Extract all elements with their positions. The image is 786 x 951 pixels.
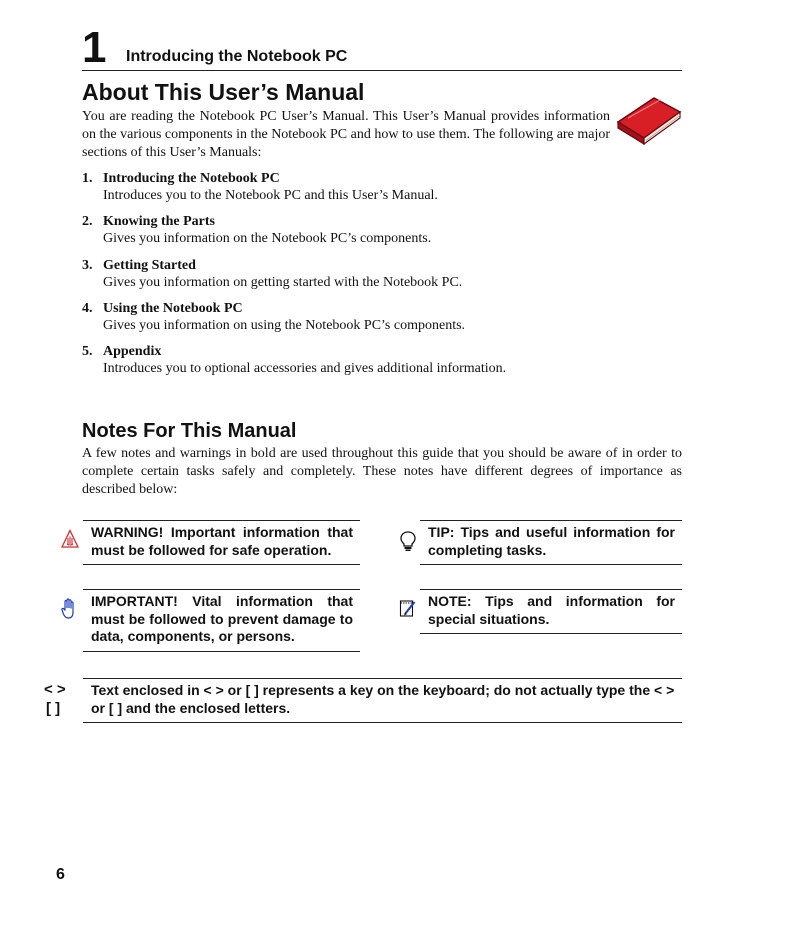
list-item-number: 3.	[82, 257, 93, 273]
note-note: NOTE: Tips and information for special situations.	[420, 589, 682, 634]
list-item-description: Introduces you to optional accessories and gives additional information.	[103, 361, 507, 377]
chapter-header	[82, 23, 682, 72]
list-item	[82, 170, 642, 213]
list-item-number: 1.	[82, 171, 93, 186]
list-item	[82, 213, 642, 256]
list-item-number: 2.	[82, 214, 93, 230]
list-item-title: Using the Notebook PC	[103, 300, 243, 316]
page-number: 6	[56, 866, 65, 883]
list-item-description: Gives you information on using the Notebook PC’s components.	[103, 317, 466, 333]
list-item-description: Gives you information on getting started with the Notebook PC.	[103, 274, 463, 290]
list-item-title: Appendix	[103, 344, 162, 360]
warning-note: WARNING! Important information that must be followed for safe operation.	[83, 520, 360, 565]
notes-heading: Notes For This Manual	[82, 420, 297, 442]
keyboard-key-note: Text enclosed in < > or [ ] represents a key on the keyboard; do not actually type the < > or [ ] and the enclosed letters.	[83, 678, 682, 723]
tip-note: TIP: Tips and useful information for completing tasks.	[420, 520, 682, 565]
chapter-number: 1	[82, 23, 107, 72]
red-book-icon	[614, 94, 684, 146]
list-item-title: Knowing the Parts	[103, 214, 215, 230]
list-item-description: Introduces you to the Notebook PC and this User’s Manual.	[103, 188, 438, 203]
important-note: IMPORTANT! Vital information that must be followed to prevent damage to data, components, or persons.	[83, 589, 360, 652]
list-item-title: Getting Started	[103, 257, 196, 273]
list-item-number: 5.	[82, 344, 93, 360]
notes-intro-paragraph: A few notes and warnings in bold are used throughout this guide that you should be aware of in order to complete certain tasks safely and completely. These notes have different degrees of importance as described below:	[82, 446, 682, 497]
list-item	[82, 300, 642, 343]
about-manual-heading: About This User’s Manual	[82, 79, 365, 105]
list-item	[82, 343, 642, 386]
list-item	[82, 257, 642, 300]
angle-brackets-icon: < >	[44, 681, 66, 698]
list-item-number: 4.	[82, 300, 93, 316]
notepad-pencil-icon	[399, 598, 417, 618]
about-intro-paragraph: You are reading the Notebook PC User’s Manual. This User’s Manual provides information on the various components in the Notebook PC and how to use them. The following are major sections of this User’s Manuals:	[82, 109, 610, 160]
chapter-title: Introducing the Notebook PC	[126, 48, 348, 65]
manual-sections-list	[82, 170, 642, 386]
square-brackets-icon: [ ]	[46, 700, 61, 717]
list-item-title: Introducing the Notebook PC	[103, 171, 280, 186]
lightbulb-icon	[399, 530, 417, 552]
list-item-description: Gives you information on the Notebook PC’s components.	[103, 231, 432, 247]
raised-hand-icon	[60, 598, 78, 620]
warning-hand-icon	[61, 529, 79, 549]
